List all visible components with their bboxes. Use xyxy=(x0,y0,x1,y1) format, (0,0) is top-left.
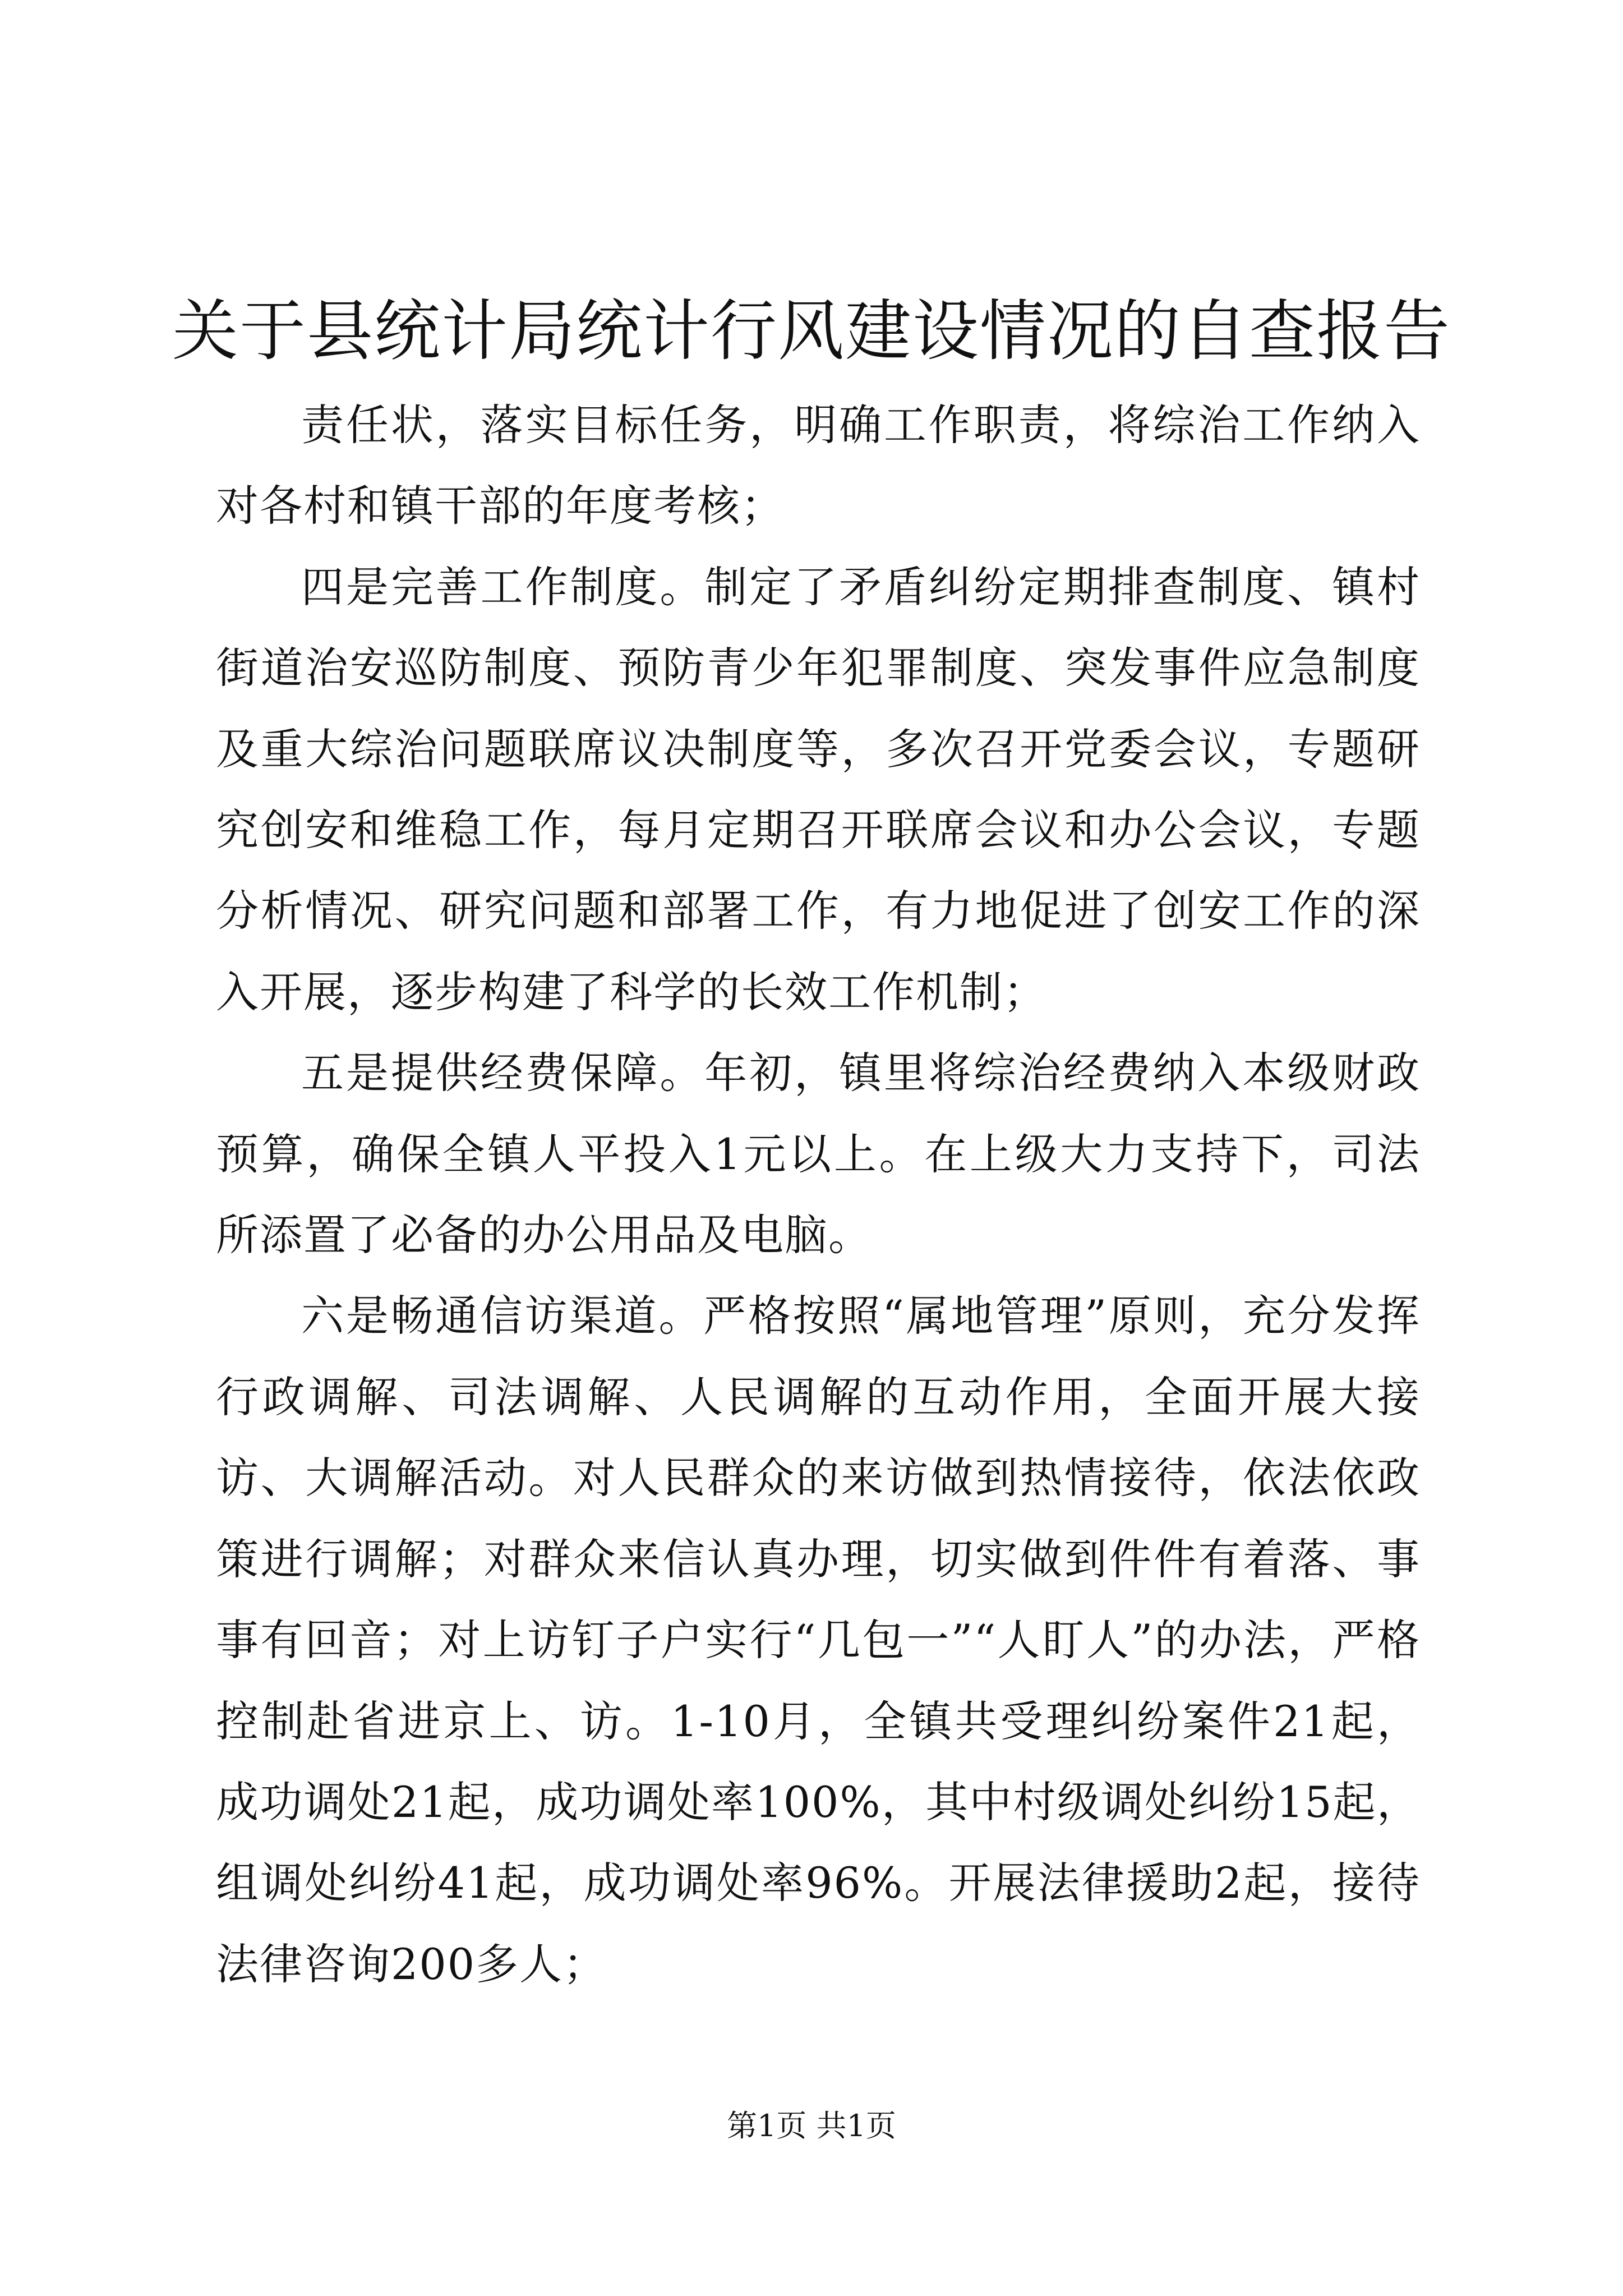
paragraph-funding: 五是提供经费保障。年初，镇里将综治经费纳入本级财政预算，确保全镇人平投入1元以上。在上级大力支持下，司法所添置了必备的办公用品及电脑。 xyxy=(216,1048,1421,1260)
document-body xyxy=(216,385,1421,2005)
paragraph-work-system: 四是完善工作制度。制定了矛盾纠纷定期排查制度、镇村街道治安巡防制度、预防青少年犯罪制度、突发事件应急制度及重大综治问题联席议决制度等，多次召开党委会议，专题研究创安和维稳工作，每月定期召开联席会议和办公会议，专题分析情况、研究问题和部署工作，有力地促进了创安工作的深入开展，逐步构建了科学的长效工作机制； xyxy=(216,562,1421,1017)
paragraph-petition: 六是畅通信访渠道。严格按照“属地管理”原则，充分发挥行政调解、司法调解、人民调解的互动作用，全面开展大接访、大调解活动。对人民群众的来访做到热情接待，依法依政策进行调解；对群众来信认真办理，切实做到件件有着落、事事有回音；对上访钉子户实行“几包一”“人盯人”的办法，严格控制赴省进京上、访。1-10月，全镇共受理纠纷案件21起，成功调处21起，成功调处率100%，其中村级调处纠纷15起，组调处纠纷41起，成功调处率96%。开展法律援助2起，接待法律咨询200多人； xyxy=(216,1291,1421,1989)
paragraph-responsibility: 责任状，落实目标任务，明确工作职责，将综治工作纳入对各村和镇干部的年度考核； xyxy=(216,400,1421,531)
page-footer: 第1页 共1页 xyxy=(727,2108,896,2143)
document-title: 关于县统计局统计行风建设情况的自查报告 xyxy=(172,292,1451,370)
